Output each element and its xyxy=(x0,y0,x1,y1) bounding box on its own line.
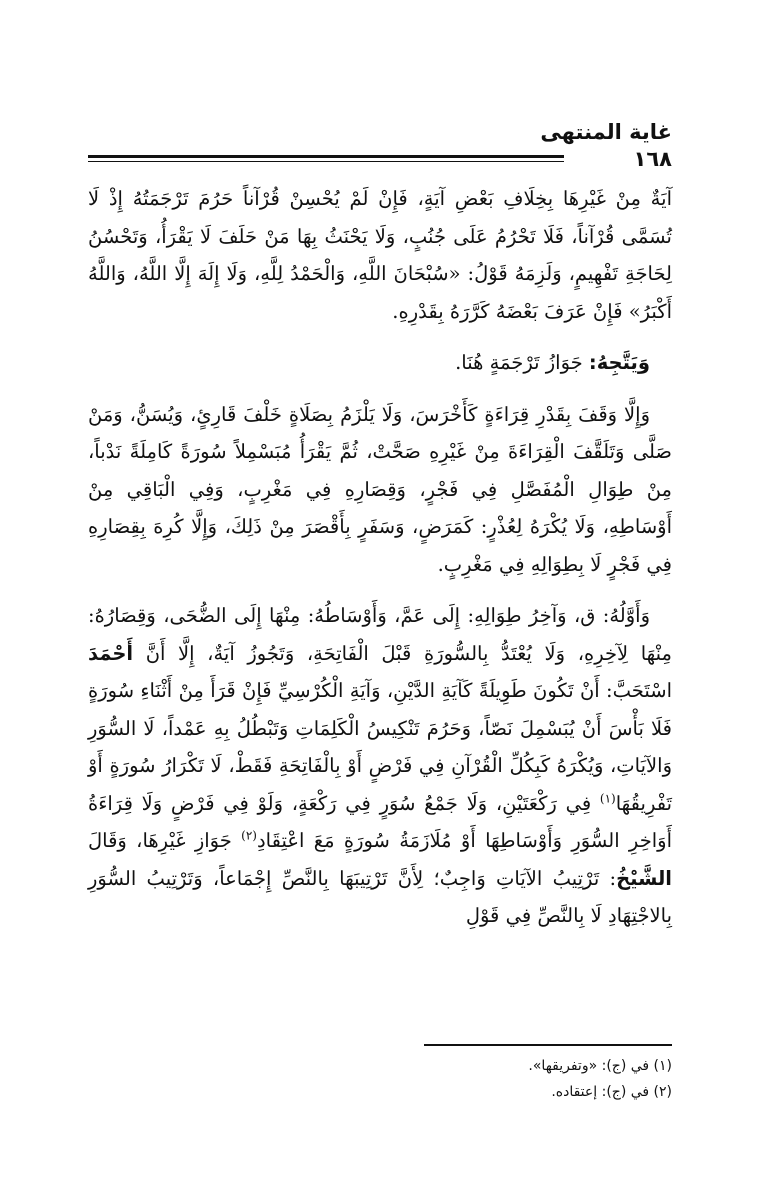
header-rule-thick xyxy=(88,155,564,158)
paragraph-4 xyxy=(88,597,672,935)
paragraph-3: وَإِلَّا وَقَفَ بِقَدْرِ قِرَاءَةٍ كَأَخْرَسَ، وَلَا يَلْزَمُ بِصَلَاةٍ خَلْفَ قَارِئٍ، وَيُسَنُّ، وَمَنْ صَلَّى وَتَلَقَّفَ الْقِرَاءَةَ مِنْ غَيْرِهِ صَحَّتْ، ثُمَّ يَقْرَأُ مُبَسْمِلاً سُورَةً كَامِلَةً نَدْباً، مِنْ طِوَالِ الْمُفَصَّلِ فِي فَجْرٍ، وَقِصَارِهِ فِي مَغْرِبٍ، وَفِي الْبَاقِي مِنْ أَوْسَاطِهِ، وَلَا يُكْرَهُ لِعُذْرٍ: كَمَرَضٍ، وَسَفَرٍ بِأَقْصَرَ مِنْ ذَلِكَ، وَإِلَّا كُرِهَ بِقِصَارِهِ فِي فَجْرٍ لَا بِطِوَالِهِ فِي مَغْرِبٍ. xyxy=(88,402,672,576)
paragraph-4-part-c: فِي رَكْعَتَيْنِ، وَلَا جَمْعُ سُوَرٍ فِي رَكْعَةٍ، وَلَوْ فِي فَرْضٍ وَلَا قِرَاءَةُ أَوَاخِرِ السُّوَرِ وَأَوْسَاطِهَا أَوْ مُلَازَمَةُ سُورَةٍ مَعَ اعْتِقَادِ xyxy=(88,791,672,852)
paragraph-2 xyxy=(88,344,672,382)
footnote-rule xyxy=(424,1044,672,1046)
body-text xyxy=(88,180,672,949)
paragraph-2-text: جَوَازُ تَرْجَمَةٍ هُنَا. xyxy=(455,351,583,374)
footnote-ref-2: (٢) xyxy=(241,828,257,843)
paragraph-1: آيَةٌ مِنْ غَيْرِهَا بِخِلَافِ بَعْضِ آيَةٍ، فَإِنْ لَمْ يُحْسِنْ قُرْآناً حَرُمَ تَرْجَمَتُهُ إِذْ لَا تُسَمَّى قُرْآناً، فَلَا تَحْرُمُ عَلَى جُنُبٍ، وَلَا يَحْنَثُ بِهَا مَنْ حَلَفَ لَا يَقْرَأُ، وَتَحْسُنُ لِحَاجَةِ تَفْهِيمٍ، وَلَزِمَهُ قَوْلُ: «سُبْحَانَ اللَّهِ، وَالْحَمْدُ لِلَّهِ، وَلَا إِلَهَ إِلَّا اللَّهُ، وَاللَّهُ أَكْبَرُ» فَإِنْ عَرَفَ بَعْضَهُ كَرَّرَهُ بِقَدْرِهِ. xyxy=(88,187,672,323)
paragraph-4-part-e: : تَرْتِيبُ الآيَاتِ وَاجِبٌ؛ لِأَنَّ تَرْتِيبَهَا بِالنَّصِّ إِجْمَاعاً، وَتَرْتِيبُ السُّوَرِ بِالاجْتِهَادِ لَا بِالنَّصِّ فِي قَوْلِ xyxy=(88,866,672,927)
page-number: ١٦٨ xyxy=(633,147,672,171)
term-yattajih: وَيَتَّجِهُ: xyxy=(588,351,650,374)
paragraph-4-part-b: اسْتَحَبَّ: أَنْ تَكُونَ طَوِيلَةً كَآيَةِ الدَّيْنِ، وَآيَةِ الْكُرْسِيِّ فَإِنْ قَرَأَ مِنْ أَثْنَاءِ سُورَةٍ فَلَا بَأْسَ أَنْ يُبَسْمِلَ نَصّاً، وَحَرُمَ تَنْكِيسُ الْكَلِمَاتِ وَتَبْطُلُ بِهِ عَمْداً، لَا السُّوَرِ وَالآيَاتِ، وَيُكْرَهُ كَبِكُلِّ الْقُرْآنِ فِي فَرْضٍ أَوْ بِالْفَاتِحَةِ فَقَطْ، لَا تَكْرَارُ سُورَةٍ أَوْ تَفْرِيقُهَا xyxy=(88,679,672,815)
running-title: غاية المنتهى xyxy=(540,120,672,144)
term-shaykh: الشَّيْخُ xyxy=(616,866,672,890)
term-ahmad: أَحْمَدَ xyxy=(88,641,134,665)
header-rule xyxy=(88,155,564,163)
footnote-ref-1: (١) xyxy=(599,791,616,805)
header-rule-thin xyxy=(88,161,564,162)
paragraph-4-part-d: جَوَازِ غَيْرِهَا، وَقَالَ xyxy=(88,829,232,852)
footnotes xyxy=(88,1053,672,1105)
footnote-1: (١) في (ج): «وتفريقها». xyxy=(528,1058,672,1074)
footnote-2: (٢) في (ج): إعتقاده. xyxy=(551,1084,672,1100)
paragraph-4-part-a: وَأَوَّلُهُ: ق، وَآخِرُ طِوَالِهِ: إِلَى عَمَّ، وَأَوْسَاطُهُ: مِنْهَا إِلَى الضُّحَى، وَقِصَارُهُ: مِنْهَا لِآخِرِهِ، وَلَا يُعْتَدُّ بِالسُّورَةِ قَبْلَ الْفَاتِحَةِ، وَتَجُوزُ آيَةٌ، إِلَّا أَنَّ xyxy=(88,604,672,665)
page-header xyxy=(88,146,672,172)
